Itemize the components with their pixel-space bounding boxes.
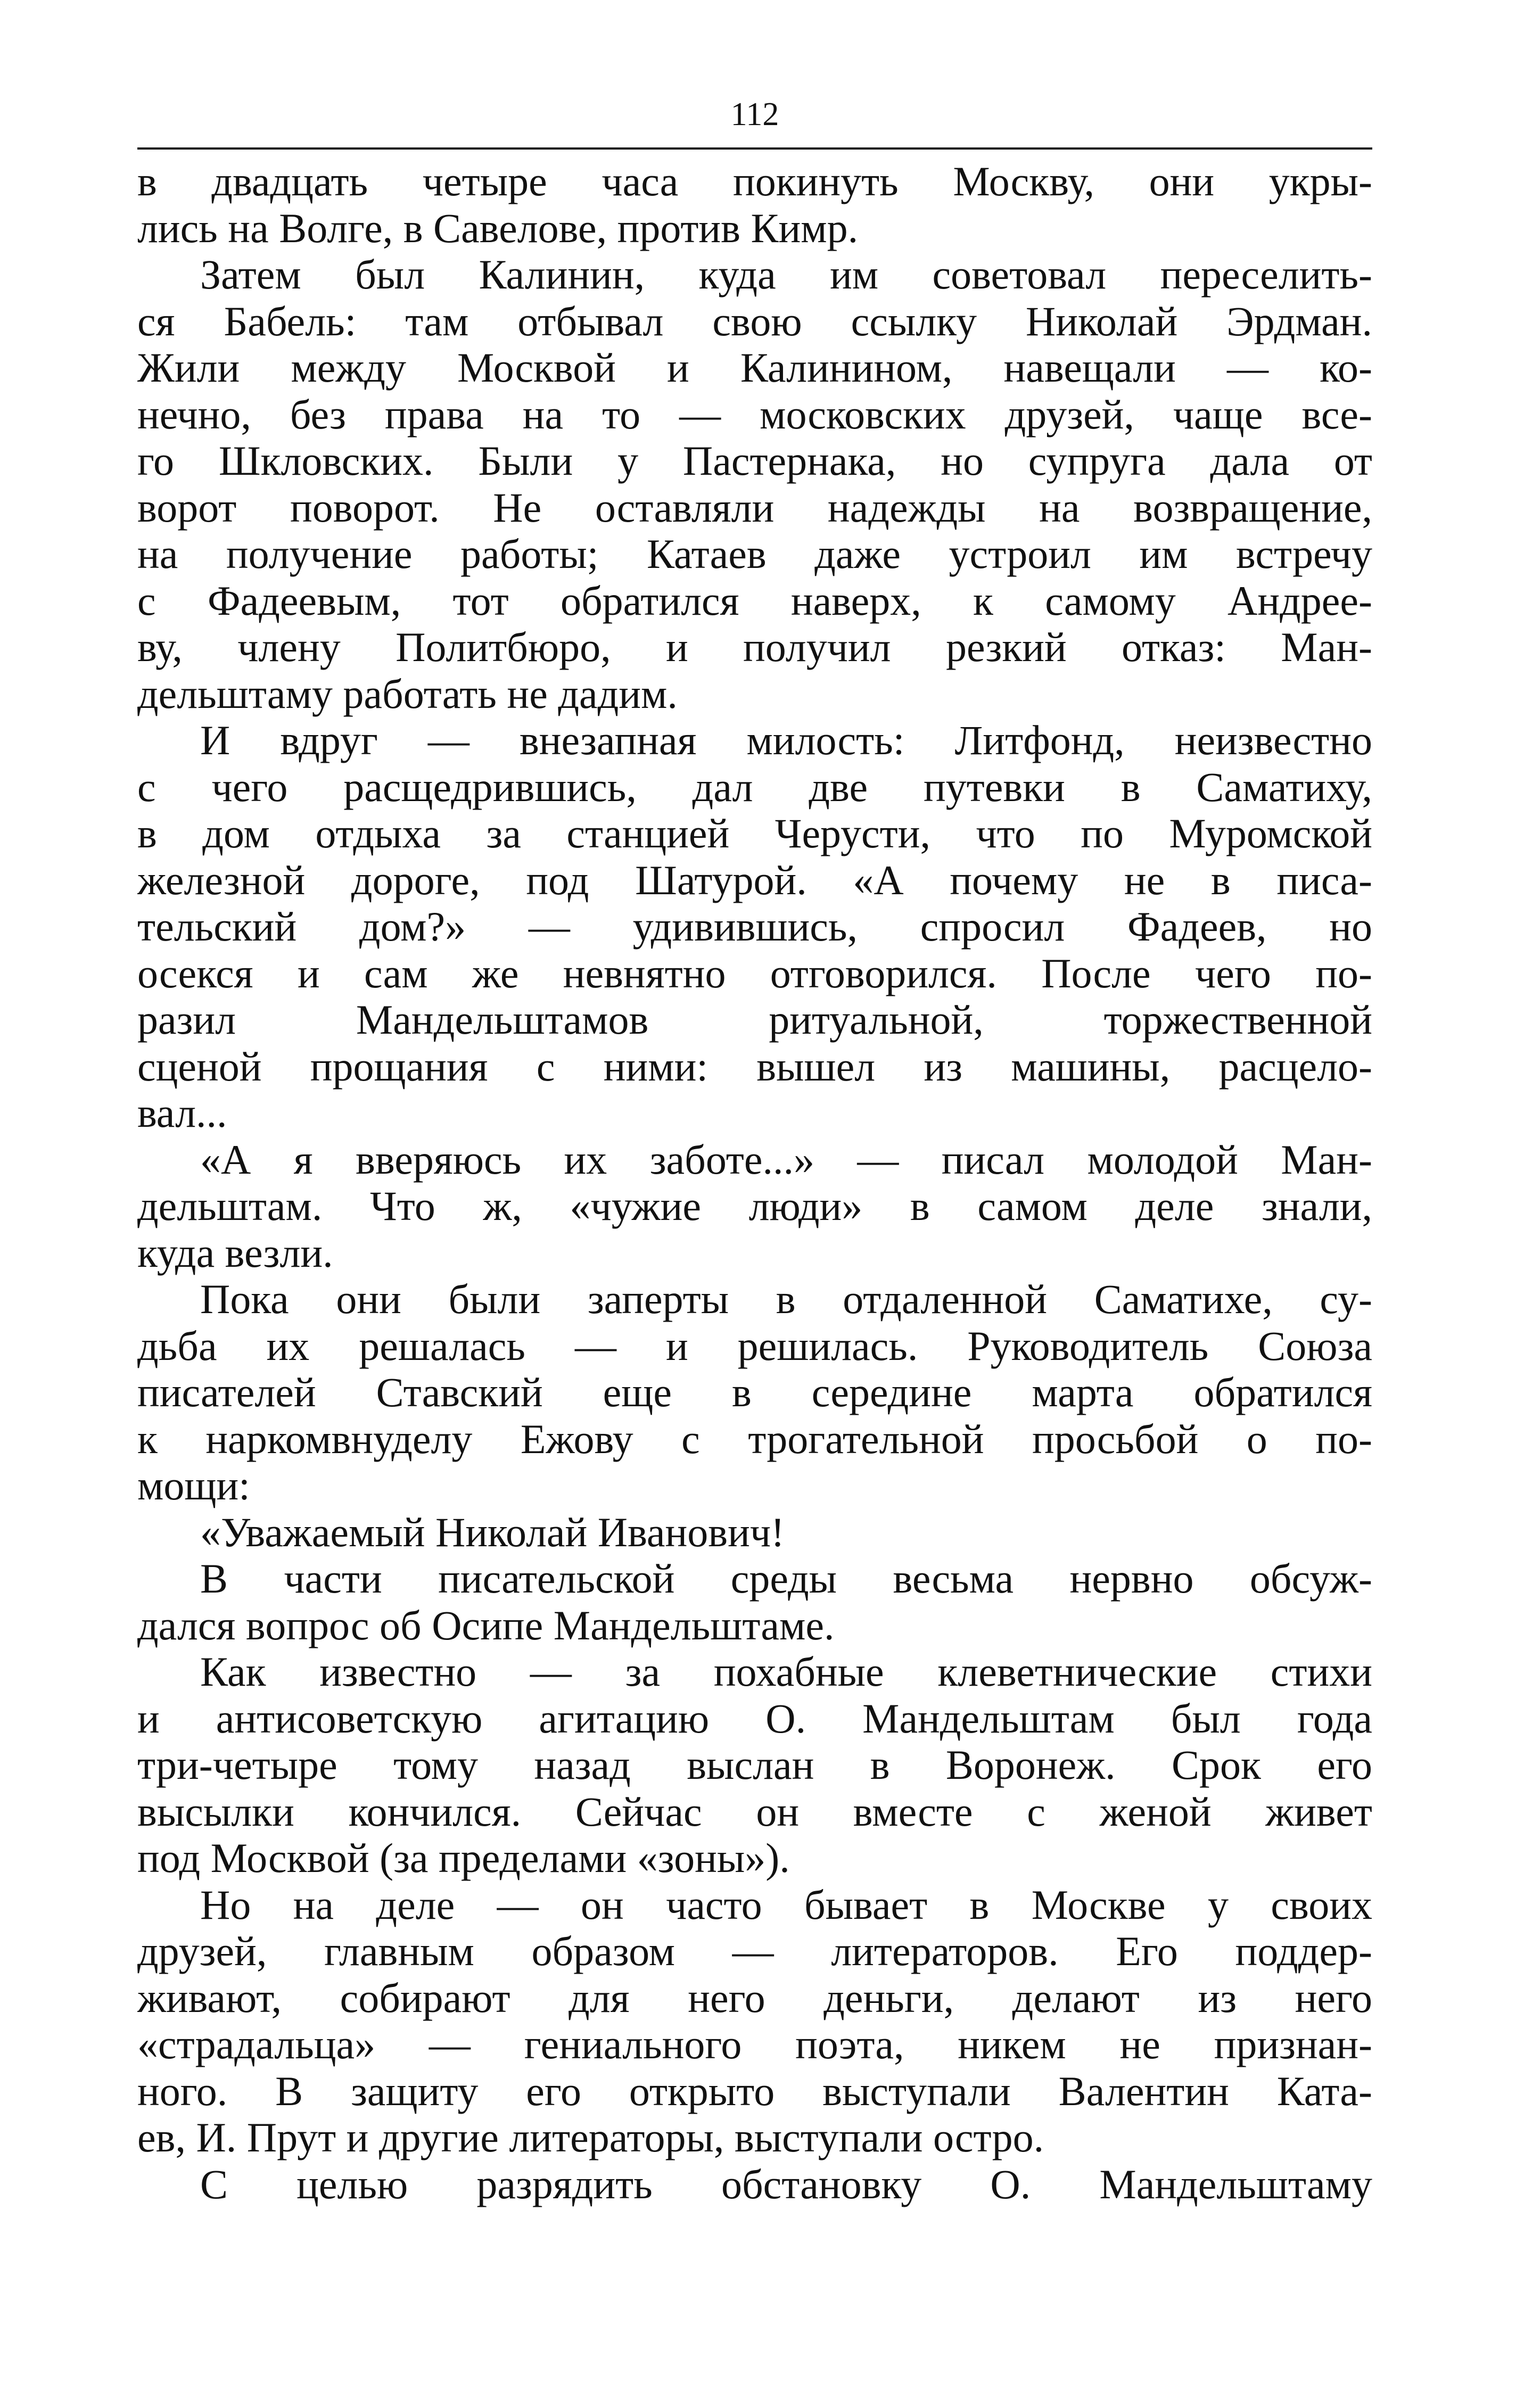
text-line: дельштам. Что ж, «чужие люди» в самом деле знали, — [137, 1183, 1372, 1229]
text-line: ного. В защиту его открыто выступали Валентин Ката- — [137, 2067, 1372, 2114]
text-line: ся Бабель: там отбывал свою ссылку Николай Эрдман. — [137, 298, 1372, 344]
text-line: ев, И. Прут и другие литераторы, выступали остро. — [137, 2114, 1044, 2160]
text-line: «А я вверяюсь их заботе...» — писал молодой Ман- — [200, 1136, 1372, 1183]
text-line: дельштаму работать не дадим. — [137, 670, 678, 717]
text-line: Пока они были заперты в отдаленной Саматихе, су- — [200, 1276, 1372, 1322]
text-line: и антисоветскую агитацию О. Мандельштам был года — [137, 1695, 1372, 1742]
text-line: сценой прощания с ними: вышел из машины, расцело- — [137, 1043, 1372, 1090]
text-line: Но на деле — он часто бывает в Москве у своих — [200, 1881, 1372, 1928]
text-line: дался вопрос об Осипе Мандельштаме. — [137, 1602, 835, 1648]
text-line: с чего расщедрившись, дал две путевки в Саматиху, — [137, 763, 1372, 810]
text-line: высылки кончился. Сейчас он вместе с женой живет — [137, 1788, 1372, 1835]
text-line: с Фадеевым, тот обратился наверх, к самому Андрее- — [137, 577, 1372, 624]
text-line: мощи: — [137, 1462, 250, 1508]
text-line: ву, члену Политбюро, и получил резкий отказ: Ман- — [137, 624, 1372, 670]
body-text — [137, 158, 1372, 2207]
text-line: С целью разрядить обстановку О. Мандельштаму — [200, 2160, 1372, 2207]
text-line: В части писательской среды весьма нервно обсуж- — [200, 1555, 1372, 1602]
text-line: куда везли. — [137, 1229, 333, 1276]
page-number: 112 — [730, 96, 779, 133]
text-line: дьба их решалась — и решилась. Руководитель Союза — [137, 1322, 1372, 1369]
text-line: в дом отдыха за станцией Черусти, что по Муромской — [137, 810, 1372, 856]
text-line: «страдальца» — гениального поэта, никем не признан- — [137, 2021, 1372, 2067]
text-line: живают, собирают для него деньги, делают из него — [137, 1974, 1372, 2021]
text-line: разил Мандельштамов ритуальной, торжественной — [137, 996, 1372, 1043]
header-rule — [137, 147, 1372, 150]
text-line: «Уважаемый Николай Иванович! — [200, 1508, 785, 1555]
text-line: осекся и сам же невнятно отговорился. После чего по- — [137, 950, 1372, 996]
text-line: Как известно — за похабные клеветнические стихи — [200, 1648, 1372, 1695]
text-line: ворот поворот. Не оставляли надежды на возвращение, — [137, 484, 1372, 531]
text-line: тельский дом?» — удивившись, спросил Фадеев, но — [137, 903, 1372, 950]
text-line: на получение работы; Катаев даже устроил им встречу — [137, 531, 1372, 577]
text-line: в двадцать четыре часа покинуть Москву, они укры- — [137, 158, 1372, 204]
text-line: го Шкловских. Были у Пастернака, но супруга дала от — [137, 438, 1372, 484]
text-line: И вдруг — внезапная милость: Литфонд, неизвестно — [200, 717, 1372, 763]
text-line: под Москвой (за пределами «зоны»). — [137, 1835, 790, 1881]
text-line: Жили между Москвой и Калинином, навещали — ко- — [137, 344, 1372, 391]
text-line: вал... — [137, 1090, 227, 1136]
text-line: друзей, главным образом — литераторов. Его поддер- — [137, 1928, 1372, 1974]
book-page — [137, 93, 1372, 2382]
text-line: к наркомвнуделу Ежову с трогательной просьбой о по- — [137, 1415, 1372, 1462]
text-line: нечно, без права на то — московских друзей, чаще все- — [137, 391, 1372, 438]
text-line: три-четыре тому назад выслан в Воронеж. Срок его — [137, 1742, 1372, 1788]
text-line: железной дороге, под Шатурой. «А почему не в писа- — [137, 856, 1372, 903]
text-line: Затем был Калинин, куда им советовал переселить- — [200, 251, 1372, 298]
text-line: писателей Ставский еще в середине марта обратился — [137, 1369, 1372, 1415]
text-line: лись на Волге, в Савелове, против Кимр. — [137, 204, 859, 251]
